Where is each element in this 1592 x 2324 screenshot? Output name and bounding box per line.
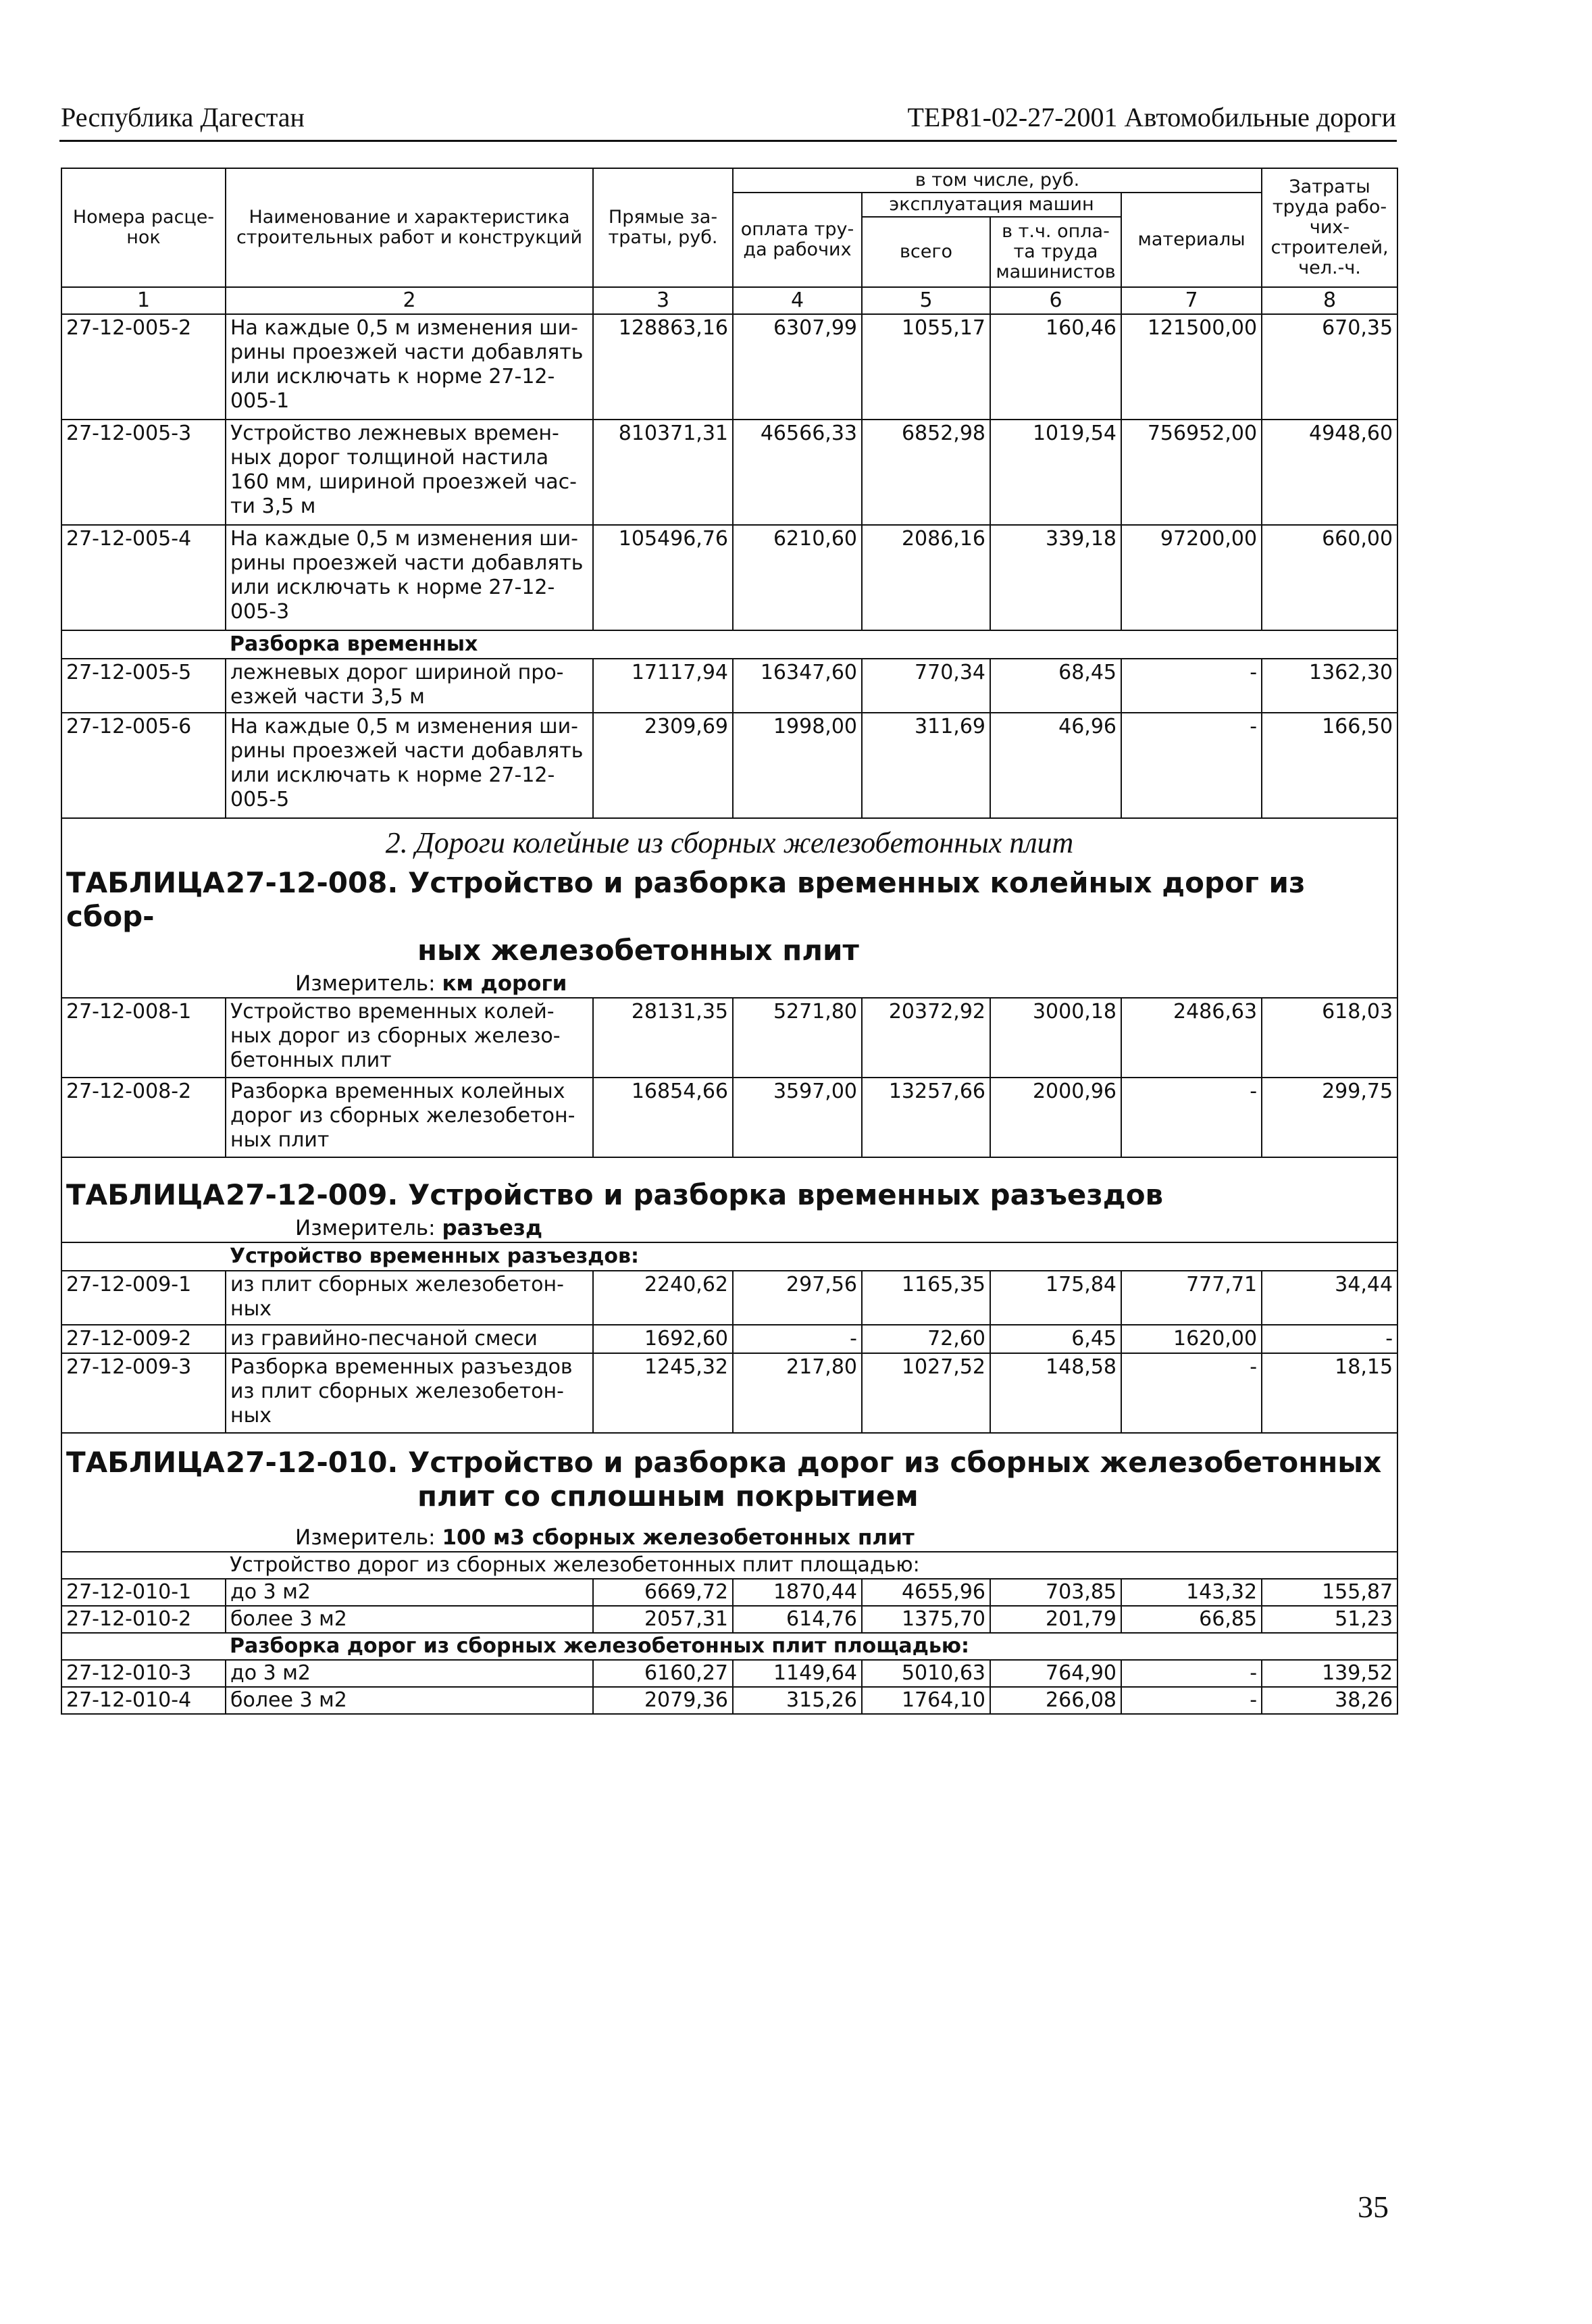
work-name: Разборка временных колейных дорог из сборных железобетон-ных плит [226,1078,593,1157]
table-row [61,713,1397,818]
labor-hours: 660,00 [1262,525,1397,630]
rate-code: 27-12-008-2 [61,1078,226,1157]
header-region: Республика Дагестан [61,102,305,132]
section-title-row [61,818,1397,859]
measure-label: Измеритель: [295,1525,436,1550]
labor-hours: - [1262,1325,1397,1353]
labor-pay: 6307,99 [733,314,862,420]
labor-hours: 4948,60 [1262,420,1397,525]
measure-row [61,970,1397,998]
col-number: 5 [862,287,990,314]
table-row [61,1325,1397,1353]
rate-code: 27-12-008-1 [61,998,226,1078]
labor-hours: 18,15 [1262,1353,1397,1433]
machines-labor: 148,58 [990,1353,1121,1433]
table-row [61,314,1397,420]
machines-total: 72,60 [862,1325,990,1353]
direct-cost: 1692,60 [593,1325,733,1353]
materials: 1620,00 [1121,1325,1262,1353]
col-head-machines-labor: в т.ч. опла-та труда машинистов [990,217,1121,287]
table-title-line: 27-12-009. Устройство и разборка временных разъездов [226,1178,1164,1211]
labor-pay: 46566,33 [733,420,862,525]
table-row [61,998,1397,1078]
machines-labor: 3000,18 [990,998,1121,1078]
machines-labor: 703,85 [990,1579,1121,1606]
measure-label: Измеритель: [295,971,436,996]
col-number: 1 [61,287,226,314]
machines-total: 1165,35 [862,1271,990,1325]
col-head-direct: Прямые за-траты, руб. [593,168,733,287]
direct-cost: 28131,35 [593,998,733,1078]
table-row [61,1579,1397,1606]
machines-total: 6852,98 [862,420,990,525]
labor-pay: 3597,00 [733,1078,862,1157]
direct-cost: 2240,62 [593,1271,733,1325]
materials: - [1121,1660,1262,1687]
subheading-row [61,1552,1397,1579]
labor-pay: 614,76 [733,1606,862,1633]
column-numbers-row [61,287,1397,314]
materials: - [1121,1353,1262,1433]
materials: - [1121,659,1262,713]
labor-pay: 1870,44 [733,1579,862,1606]
labor-pay: 297,56 [733,1271,862,1325]
work-name: На каждые 0,5 м изменения ши-рины проезжей части добавлять или исключать к норме 27-12-005-1 [226,314,593,420]
labor-hours: 618,03 [1262,998,1397,1078]
work-name: На каждые 0,5 м изменения ши-рины проезжей части добавлять или исключать к норме 27-12-005-3 [226,525,593,630]
table-label: ТАБЛИЦА [66,1178,225,1211]
labor-hours: 166,50 [1262,713,1397,818]
machines-labor: 201,79 [990,1606,1121,1633]
labor-hours: 51,23 [1262,1606,1397,1633]
direct-cost: 1245,32 [593,1353,733,1433]
measure-009 [61,1215,1397,1242]
machines-labor: 266,08 [990,1687,1121,1714]
machines-total: 1764,10 [862,1687,990,1714]
work-name: Разборка временных разъездов из плит сборных железобетон-ных [226,1353,593,1433]
labor-hours: 670,35 [1262,314,1397,420]
work-name: из плит сборных железобетон-ных [226,1271,593,1325]
direct-cost: 6669,72 [593,1579,733,1606]
machines-total: 4655,96 [862,1579,990,1606]
table-row [61,525,1397,630]
table-title-010 [61,1433,1397,1516]
col-number: 8 [1262,287,1397,314]
labor-pay: 5271,80 [733,998,862,1078]
rate-code: 27-12-010-2 [61,1606,226,1633]
work-name: до 3 м2 [226,1660,593,1687]
labor-pay: 1149,64 [733,1660,862,1687]
labor-pay: - [733,1325,862,1353]
col-number: 7 [1121,287,1262,314]
labor-pay: 16347,60 [733,659,862,713]
col-number: 4 [733,287,862,314]
machines-labor: 160,46 [990,314,1121,420]
col-head-group: в том числе, руб. [733,168,1262,193]
work-name: На каждые 0,5 м изменения ши-рины проезжей части добавлять или исключать к норме 27-12-005-5 [226,713,593,818]
col-head-labor-hours: Затраты труда рабо-чих-строителей, чел.-ч. [1262,168,1397,287]
labor-pay: 315,26 [733,1687,862,1714]
measure-value: км дороги [442,971,567,996]
measure-row [61,1215,1397,1242]
page-number: 35 [1358,2190,1389,2224]
col-number: 6 [990,287,1121,314]
subheading-row [61,1242,1397,1271]
table-row [61,1271,1397,1325]
work-name: из гравийно-песчаной смеси [226,1325,593,1353]
table-row [61,1606,1397,1633]
work-name: Устройство лежневых времен-ных дорог толщиной настила 160 мм, шириной проезжей час-ти 3,5 м [226,420,593,525]
table-label: ТАБЛИЦА [66,1446,225,1479]
table-row [61,1660,1397,1687]
table-title-row [61,859,1397,970]
direct-cost: 2079,36 [593,1687,733,1714]
table-title-line: плит со сплошным покрытием [417,1480,919,1513]
machines-total: 311,69 [862,713,990,818]
machines-labor: 175,84 [990,1271,1121,1325]
table-row [61,1078,1397,1157]
rate-code: 27-12-010-4 [61,1687,226,1714]
col-head-code: Номера расце-нок [61,168,226,287]
machines-labor: 2000,96 [990,1078,1121,1157]
labor-pay: 6210,60 [733,525,862,630]
direct-cost: 810371,31 [593,420,733,525]
col-head-labor-pay: оплата тру-да рабочих [733,193,862,287]
table-label: ТАБЛИЦА [66,866,225,899]
materials: 143,32 [1121,1579,1262,1606]
table-row [61,659,1397,713]
machines-total: 2086,16 [862,525,990,630]
table-row [61,420,1397,525]
measure-label: Измеритель: [295,1216,436,1240]
materials: - [1121,1687,1262,1714]
labor-hours: 34,44 [1262,1271,1397,1325]
table-title-row [61,1157,1397,1215]
labor-hours: 139,52 [1262,1660,1397,1687]
machines-labor: 1019,54 [990,420,1121,525]
col-head-name: Наименование и характеристика строительных работ и конструкций [226,168,593,287]
rates-table [61,168,1398,1715]
col-number: 2 [226,287,593,314]
materials: - [1121,1078,1262,1157]
rate-code: 27-12-010-1 [61,1579,226,1606]
materials: 97200,00 [1121,525,1262,630]
direct-cost: 17117,94 [593,659,733,713]
col-number: 3 [593,287,733,314]
rate-code: 27-12-005-6 [61,713,226,818]
machines-labor: 764,90 [990,1660,1121,1687]
subheading-row [61,630,1397,659]
measure-value: разъезд [442,1216,542,1240]
machines-total: 1055,17 [862,314,990,420]
table-title-row [61,1433,1397,1516]
labor-hours: 299,75 [1262,1078,1397,1157]
table-row [61,1687,1397,1714]
work-name: более 3 м2 [226,1606,593,1633]
materials: 756952,00 [1121,420,1262,525]
machines-labor: 6,45 [990,1325,1121,1353]
table-title-line: 27-12-008. Устройство и разборка временных колейных дорог из сбор- [66,866,1306,933]
rate-code: 27-12-005-3 [61,420,226,525]
labor-hours: 38,26 [1262,1687,1397,1714]
machines-total: 13257,66 [862,1078,990,1157]
subheading: Устройство временных разъездов: [226,1242,1397,1271]
materials: - [1121,713,1262,818]
direct-cost: 2057,31 [593,1606,733,1633]
materials: 66,85 [1121,1606,1262,1633]
direct-cost: 128863,16 [593,314,733,420]
machines-labor: 46,96 [990,713,1121,818]
labor-pay: 1998,00 [733,713,862,818]
section-title: 2. Дороги колейные из сборных железобетонных плит [61,818,1397,859]
subheading: Устройство дорог из сборных железобетонных плит площадью: [226,1552,1397,1579]
direct-cost: 6160,27 [593,1660,733,1687]
materials: 2486,63 [1121,998,1262,1078]
col-head-materials: материалы [1121,193,1262,287]
rate-code: 27-12-010-3 [61,1660,226,1687]
materials: 121500,00 [1121,314,1262,420]
subheading: Разборка временных [226,630,1397,659]
table-title-line: 27-12-010. Устройство и разборка дорог из сборных железобетонных [226,1446,1382,1479]
labor-hours: 1362,30 [1262,659,1397,713]
subheading-row [61,1633,1397,1660]
labor-pay: 217,80 [733,1353,862,1433]
rate-code: 27-12-005-2 [61,314,226,420]
materials: 777,71 [1121,1271,1262,1325]
labor-hours: 155,87 [1262,1579,1397,1606]
work-name: более 3 м2 [226,1687,593,1714]
rate-code: 27-12-009-3 [61,1353,226,1433]
direct-cost: 2309,69 [593,713,733,818]
direct-cost: 16854,66 [593,1078,733,1157]
table-title-009 [61,1157,1397,1215]
work-name: до 3 м2 [226,1579,593,1606]
measure-008 [61,970,1397,998]
table-title-line: ных железобетонных плит [417,934,859,967]
machines-total: 5010,63 [862,1660,990,1687]
table-row [61,1353,1397,1433]
rate-code: 27-12-005-5 [61,659,226,713]
machines-total: 1375,70 [862,1606,990,1633]
col-head-machines-total: всего [862,217,990,287]
measure-value: 100 м3 сборных железобетонных плит [442,1525,915,1550]
rate-code: 27-12-009-1 [61,1271,226,1325]
col-head-machines: эксплуатация машин [862,193,1121,217]
subheading: Разборка дорог из сборных железобетонных плит площадью: [226,1633,1397,1660]
header-row-1 [61,168,1397,193]
machines-total: 1027,52 [862,1353,990,1433]
work-name: лежневых дорог шириной про-езжей части 3,5 м [226,659,593,713]
measure-010 [61,1516,1397,1552]
machines-labor: 339,18 [990,525,1121,630]
measure-row [61,1516,1397,1552]
machines-total: 770,34 [862,659,990,713]
header-rule [59,140,1397,142]
rate-code: 27-12-005-4 [61,525,226,630]
direct-cost: 105496,76 [593,525,733,630]
machines-total: 20372,92 [862,998,990,1078]
table-title-008 [61,859,1397,970]
machines-labor: 68,45 [990,659,1121,713]
work-name: Устройство временных колей-ных дорог из сборных железо-бетонных плит [226,998,593,1078]
rate-code: 27-12-009-2 [61,1325,226,1353]
header-code: ТЕР81-02-27-2001 Автомобильные дороги [907,102,1396,132]
